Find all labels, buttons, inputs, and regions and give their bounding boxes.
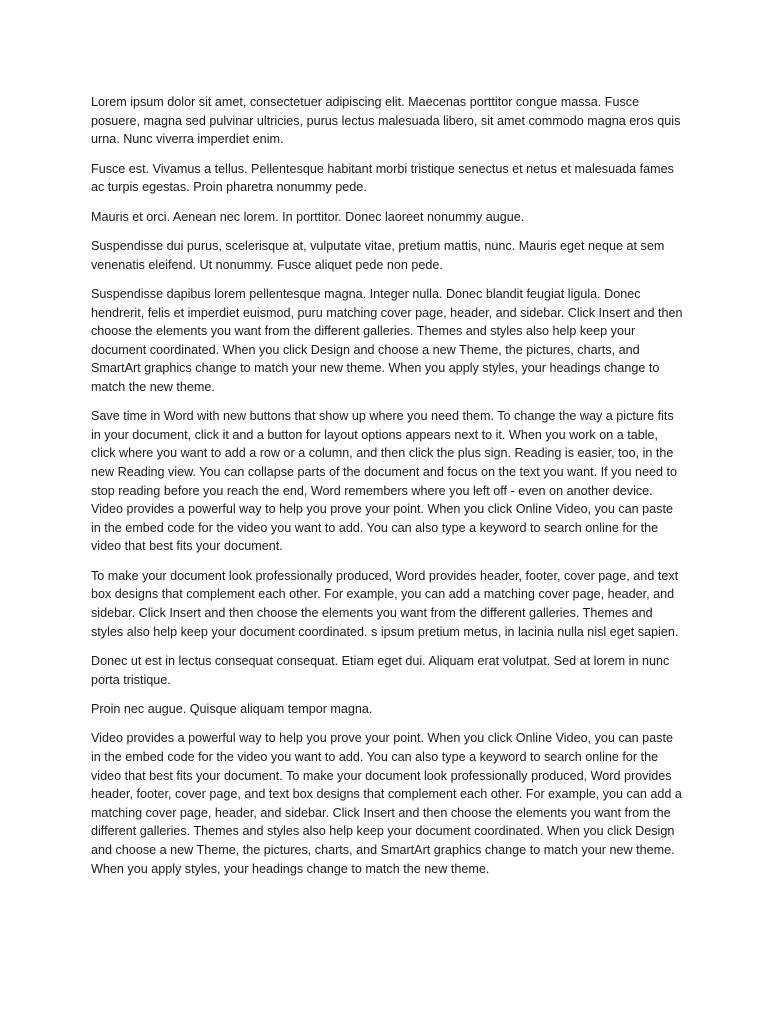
paragraph-8: Donec ut est in lectus consequat consequat. Etiam eget dui. Aliquam erat volutpat. Sed at lorem in nunc porta tristique. — [91, 654, 670, 687]
paragraph-10: Video provides a powerful way to help you prove your point. When you click Online Video, you can paste in the embed code for the video you want to add. You can also type a keyword to search online for the video that best fits your document. To make your document look professionally produced, Word provides header, footer, cover page, and text box designs that complement each other. For example, you can add a matching cover page, header, and sidebar. Click Insert and then choose the elements you want from the different galleries. Themes and styles also help keep your document coordinated. When you click Design and choose a new Theme, the pictures, charts, and SmartArt graphics change to match your new theme. When you apply styles, your headings change to match the new theme. — [91, 731, 682, 876]
paragraph-4: Suspendisse dui purus, scelerisque at, vulputate vitae, pretium mattis, nunc. Mauris eget neque at sem venenatis eleifend. Ut nonummy. Fusce aliquet pede non pede. — [91, 238, 665, 272]
paragraph-1: Lorem ipsum dolor sit amet, consectetuer adipiscing elit. Maecenas porttitor congue massa. Fusce posuere, magna sed pulvinar ultricies, purus lectus malesuada libero, sit amet commodo magna eros quis urna. Nunc viverra imperdiet enim. — [91, 95, 681, 147]
document-page — [91, 93, 685, 889]
paragraph-2: Fusce est. Vivamus a tellus. Pellentesque habitant morbi tristique senectus et netus et malesuada fames ac turpis egestas. Proin pharetra nonummy pede. — [91, 161, 674, 195]
paragraph-6: Save time in Word with new buttons that show up where you need them. To change the way a picture fits in your document, click it and a button for layout options appears next to it. When you work on a table, click where you want to add a row or a column, and then click the plus sign. Reading is easier, too, in the new Reading view. You can collapse parts of the document and focus on the text you want. If you need to stop reading before you reach the end, Word remembers where you left off - even on another device. Video provides a powerful way to help you prove your point. When you click Online Video, you can paste in the embed code for the video you want to add. You can also type a keyword to search online for the video that best fits your document. — [91, 409, 677, 554]
paragraph-9: Proin nec augue. Quisque aliquam tempor magna. — [91, 702, 373, 716]
paragraph-3: Mauris et orci. Aenean nec lorem. In porttitor. Donec laoreet nonummy augue. — [91, 209, 525, 224]
paragraph-5: Suspendisse dapibus lorem pellentesque magna. Integer nulla. Donec blandit feugiat ligula. Donec hendrerit, felis et imperdiet euismod, puru matching cover page, header, and sidebar. Click Insert and then choose the elements you want from the different galleries. Themes and styles also help keep your document coordinated. When you click Design and choose a new Theme, the pictures, charts, and SmartArt graphics change to match your new theme. When you apply styles, your headings change to match the new theme. — [91, 286, 683, 394]
paragraph-7: To make your document look professionally produced, Word provides header, footer, cover page, and text box designs that complement each other. For example, you can add a matching cover page, header, and sidebar. Click Insert and then choose the elements you want from the different galleries. Themes and styles also help keep your document coordinated. s ipsum pretium metus, in lacinia nulla nisl eget sapien. — [91, 568, 679, 639]
